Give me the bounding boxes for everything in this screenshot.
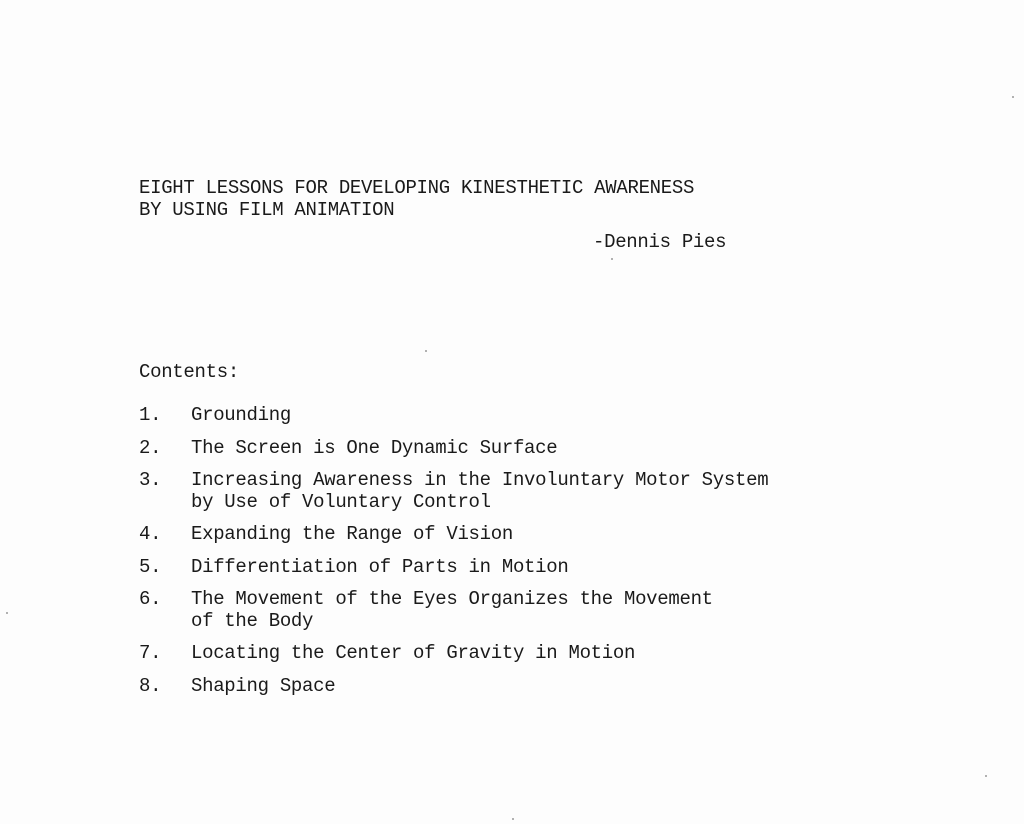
- item-number: 8.: [139, 675, 162, 697]
- contents-item: [139, 469, 768, 513]
- contents-item: [139, 588, 713, 632]
- item-title: Expanding the Range of Vision: [191, 523, 513, 545]
- contents-item: [139, 404, 291, 426]
- item-title-line-1: The Movement of the Eyes Organizes the Movement: [191, 588, 713, 610]
- scan-speck: [512, 818, 514, 820]
- author-byline: -Dennis Pies: [593, 231, 727, 253]
- item-title: The Screen is One Dynamic Surface: [191, 437, 558, 459]
- item-title: [191, 469, 768, 513]
- item-title: Locating the Center of Gravity in Motion: [191, 642, 636, 664]
- contents-item: [139, 556, 568, 578]
- item-title: Grounding: [191, 404, 291, 426]
- item-number: 7.: [139, 642, 162, 664]
- contents-item: [139, 642, 635, 664]
- scan-speck: [985, 775, 987, 777]
- item-number: 5.: [139, 556, 162, 578]
- item-number: 4.: [139, 523, 162, 545]
- contents-item: [139, 675, 335, 697]
- item-title: Differentiation of Parts in Motion: [191, 556, 569, 578]
- item-number: 3.: [139, 469, 162, 491]
- item-title-line-2: by Use of Voluntary Control: [191, 491, 491, 513]
- scan-speck: [611, 258, 613, 260]
- document-title: [139, 177, 694, 221]
- item-title: Shaping Space: [191, 675, 336, 697]
- item-number: 1.: [139, 404, 162, 426]
- item-number: 2.: [139, 437, 162, 459]
- scan-speck: [6, 612, 8, 614]
- item-number: 6.: [139, 588, 162, 610]
- item-title-line-2: of the Body: [191, 610, 314, 632]
- item-title: [191, 588, 713, 632]
- title-line-1: EIGHT LESSONS FOR DEVELOPING KINESTHETIC AWARENESS: [139, 177, 695, 199]
- item-title-line-1: Increasing Awareness in the Involuntary Motor System: [191, 469, 769, 491]
- contents-item: [139, 523, 513, 545]
- contents-heading: Contents:: [139, 361, 239, 383]
- title-line-2: BY USING FILM ANIMATION: [139, 199, 395, 221]
- scan-speck: [425, 350, 427, 352]
- scan-speck: [1012, 96, 1014, 98]
- contents-item: [139, 437, 557, 459]
